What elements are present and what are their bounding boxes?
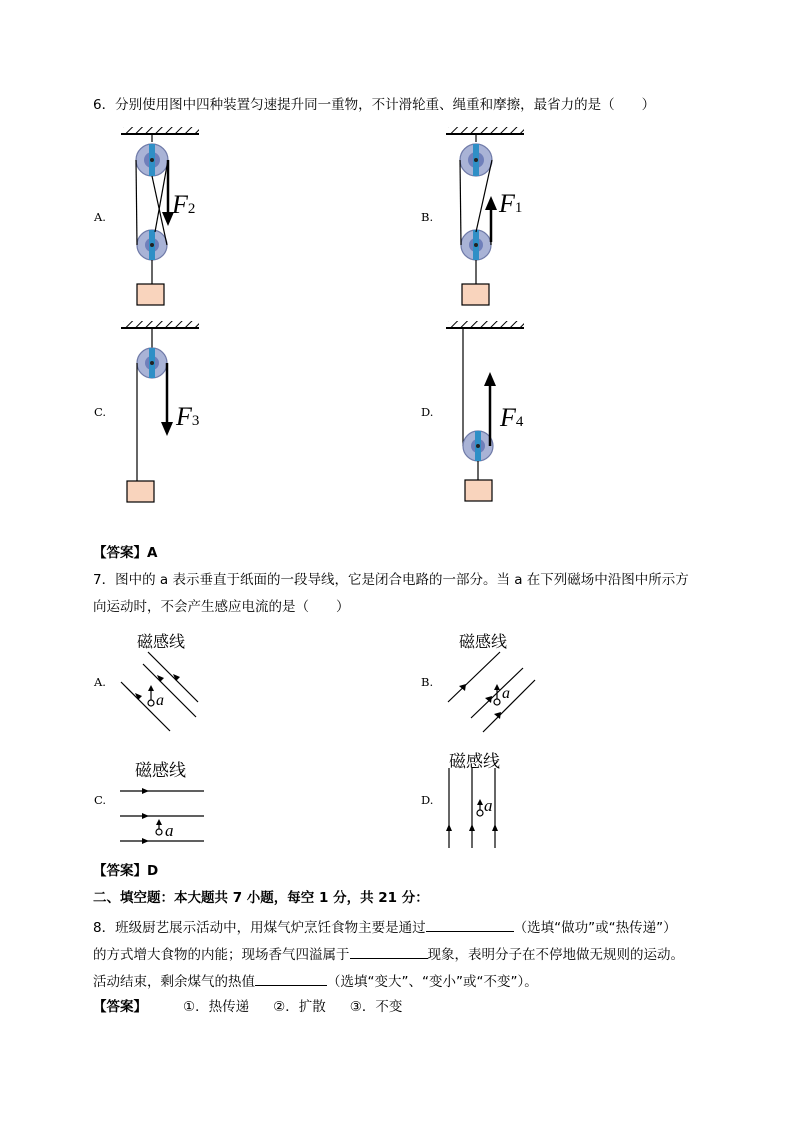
q7-answer: 【答案】D: [93, 863, 159, 879]
weight-box: [465, 480, 492, 501]
q6-answer: 【答案】A: [93, 545, 158, 561]
answer-3: ③．不变: [349, 999, 403, 1015]
wire-a: [477, 810, 483, 816]
ceiling: [448, 127, 524, 133]
blank-2: [350, 944, 428, 959]
q7-wire-label-b: a: [502, 685, 510, 702]
q6-option-d-label: D.: [421, 405, 434, 419]
q6-force-label-b: F1: [499, 189, 523, 218]
section-heading: 二、填空题：本大题共 7 小题，每空 1 分，共 21 分：: [93, 890, 429, 906]
ceiling: [123, 321, 199, 327]
wire-a: [148, 700, 154, 706]
q7-field-label-c: 磁感线: [135, 761, 186, 781]
wire-a: [156, 829, 162, 835]
q6-force-label-a: F2: [172, 190, 196, 219]
q7-wire-label-c: a: [165, 821, 174, 840]
ceiling: [123, 127, 199, 133]
q8-answer: 【答案】 ①．热传递 ②．扩散 ③．不变: [93, 999, 403, 1015]
blank-3: [255, 971, 327, 986]
weight-box: [462, 284, 489, 305]
blank-1: [426, 917, 514, 932]
q8-line1: 8．班级厨艺展示活动中，用煤气炉烹饪食物主要是通过 （选填“做功”或“热传递”）: [93, 917, 677, 937]
q6-option-b-label: B.: [421, 210, 434, 224]
weight-box: [137, 284, 164, 305]
q7-option-b-label: B.: [421, 675, 434, 689]
weight-box: [127, 481, 154, 502]
q8-line3: 活动结束，剩余煤气的热值 （选填“变大”、“变小”或“不变”）。: [93, 971, 538, 991]
q7-field-label-b: 磁感线: [459, 632, 508, 651]
wire-a: [494, 699, 500, 705]
q8-line2: 的方式增大食物的内能；现场香气四溢属于 现象，表明分子在不停地做无规则的运动。: [93, 944, 684, 964]
q7-wire-label-d: a: [484, 796, 493, 815]
q6-option-c-label: C.: [94, 405, 107, 419]
q7-field-diagram-a: [118, 652, 218, 732]
q7-wire-label-a: a: [156, 692, 164, 709]
q7-stem-line1: 7．图中的 a 表示垂直于纸面的一段导线，它是闭合电路的一部分。当 a 在下列磁场中沿图中所示方: [93, 572, 689, 588]
q7-option-d-label: D.: [421, 793, 434, 807]
q6-pulley-diagram-c: [115, 318, 235, 508]
q7-field-label-d: 磁感线: [449, 752, 500, 772]
answer-2: ②．扩散: [273, 999, 326, 1015]
answer-1: ①．热传递: [183, 999, 250, 1015]
q7-field-label-a: 磁感线: [137, 632, 186, 651]
ceiling: [448, 321, 524, 327]
q6-force-label-d: F4: [500, 403, 524, 432]
q7-field-diagram-b: [445, 652, 545, 732]
q6-stem: 6．分别使用图中四种装置匀速提升同一重物，不计滑轮重、绳重和摩擦，最省力的是（ ）: [93, 97, 656, 113]
q7-option-c-label: C.: [94, 793, 107, 807]
q6-option-a-label: A.: [94, 210, 106, 224]
q6-force-label-c: F3: [176, 402, 200, 431]
q7-option-a-label: A.: [94, 675, 106, 689]
q7-stem-line2: 向运动时，不会产生感应电流的是（ ）: [93, 599, 350, 615]
